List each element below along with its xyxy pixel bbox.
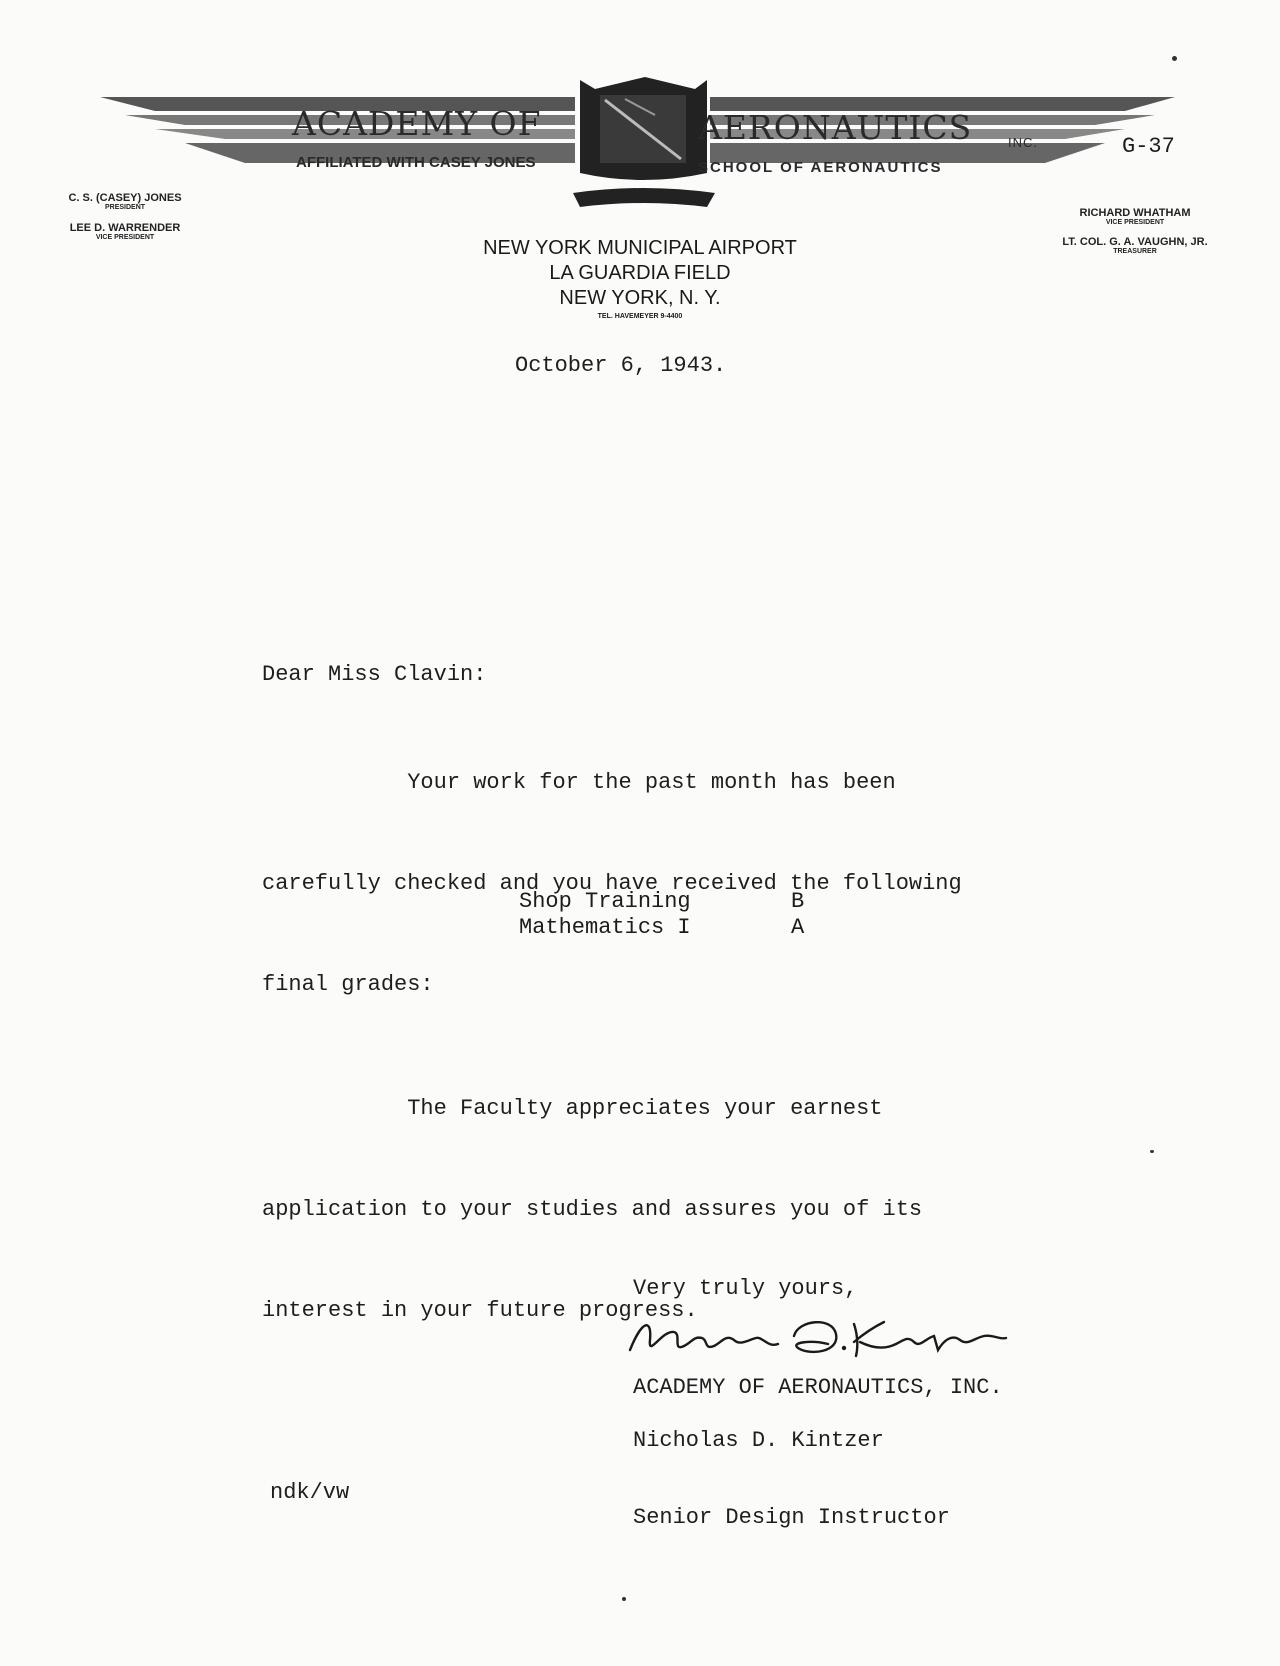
officer-name: LT. COL. G. A. VAUGHN, JR. (1062, 236, 1208, 248)
address-line-2: LA GUARDIA FIELD (549, 262, 731, 284)
officer-vice-president-right (1070, 207, 1200, 226)
officer-name: LEE D. WARRENDER (69, 222, 181, 234)
handwritten-signature (622, 1310, 1012, 1372)
paragraph-line: application to your studies and assures you of its (262, 1197, 923, 1222)
letterhead-wings-logo (95, 75, 1185, 225)
address-telephone: TEL. HAVEMEYER 9-4400 (597, 313, 683, 320)
closing-organization: ACADEMY OF AERONAUTICS, INC. (633, 1375, 1003, 1400)
officer-name: RICHARD WHATHAM (1079, 207, 1191, 219)
letterhead-address (460, 236, 820, 323)
letterhead-name-left: ACADEMY OF (292, 104, 542, 143)
grade-value: A (791, 915, 805, 940)
paper-speck (622, 1597, 626, 1601)
paragraph-line: Your work for the past month has been (262, 770, 896, 795)
salutation: Dear Miss Clavin: (262, 662, 487, 687)
letter-date: October 6, 1943. (515, 353, 727, 378)
letterhead-suffix: INC. (1008, 135, 1038, 150)
grade-subject: Mathematics I (519, 915, 691, 940)
paragraph-line: The Faculty appreciates your earnest (262, 1096, 883, 1121)
letterhead-affiliation: AFFILIATED WITH CASEY JONES (296, 154, 536, 171)
grade-value: B (791, 889, 805, 914)
officer-title: TREASURER (1113, 248, 1157, 255)
officer-title: VICE PRESIDENT (1105, 219, 1165, 226)
signer-block (633, 1378, 950, 1582)
officer-vice-president-left (60, 222, 190, 241)
officer-treasurer (1050, 236, 1220, 255)
officer-title: VICE PRESIDENT (95, 234, 155, 241)
form-code: G-37 (1122, 134, 1175, 159)
grade-subject: Shop Training (519, 889, 691, 914)
officer-title: PRESIDENT (104, 204, 146, 211)
address-line-1: NEW YORK MUNICIPAL AIRPORT (483, 237, 797, 259)
paragraph-line: carefully checked and you have received the following (262, 871, 962, 896)
officer-president (60, 192, 190, 211)
paragraph-line: interest in your future progress. (262, 1298, 698, 1323)
signer-title: Senior Design Instructor (633, 1505, 950, 1530)
signer-name: Nicholas D. Kintzer (633, 1428, 884, 1453)
paper-speck (1150, 1150, 1154, 1153)
paper-speck (1172, 56, 1177, 61)
letterhead-school: SCHOOL OF AERONAUTICS (698, 159, 943, 176)
paragraph-line: final grades: (262, 972, 434, 997)
complimentary-close: Very truly yours, (633, 1276, 858, 1301)
reference-initials: ndk/vw (270, 1480, 350, 1505)
officer-name: C. S. (CASEY) JONES (68, 192, 182, 204)
address-line-3: NEW YORK, N. Y. (559, 287, 721, 309)
letterhead-name-right: AERONAUTICS (698, 108, 973, 147)
